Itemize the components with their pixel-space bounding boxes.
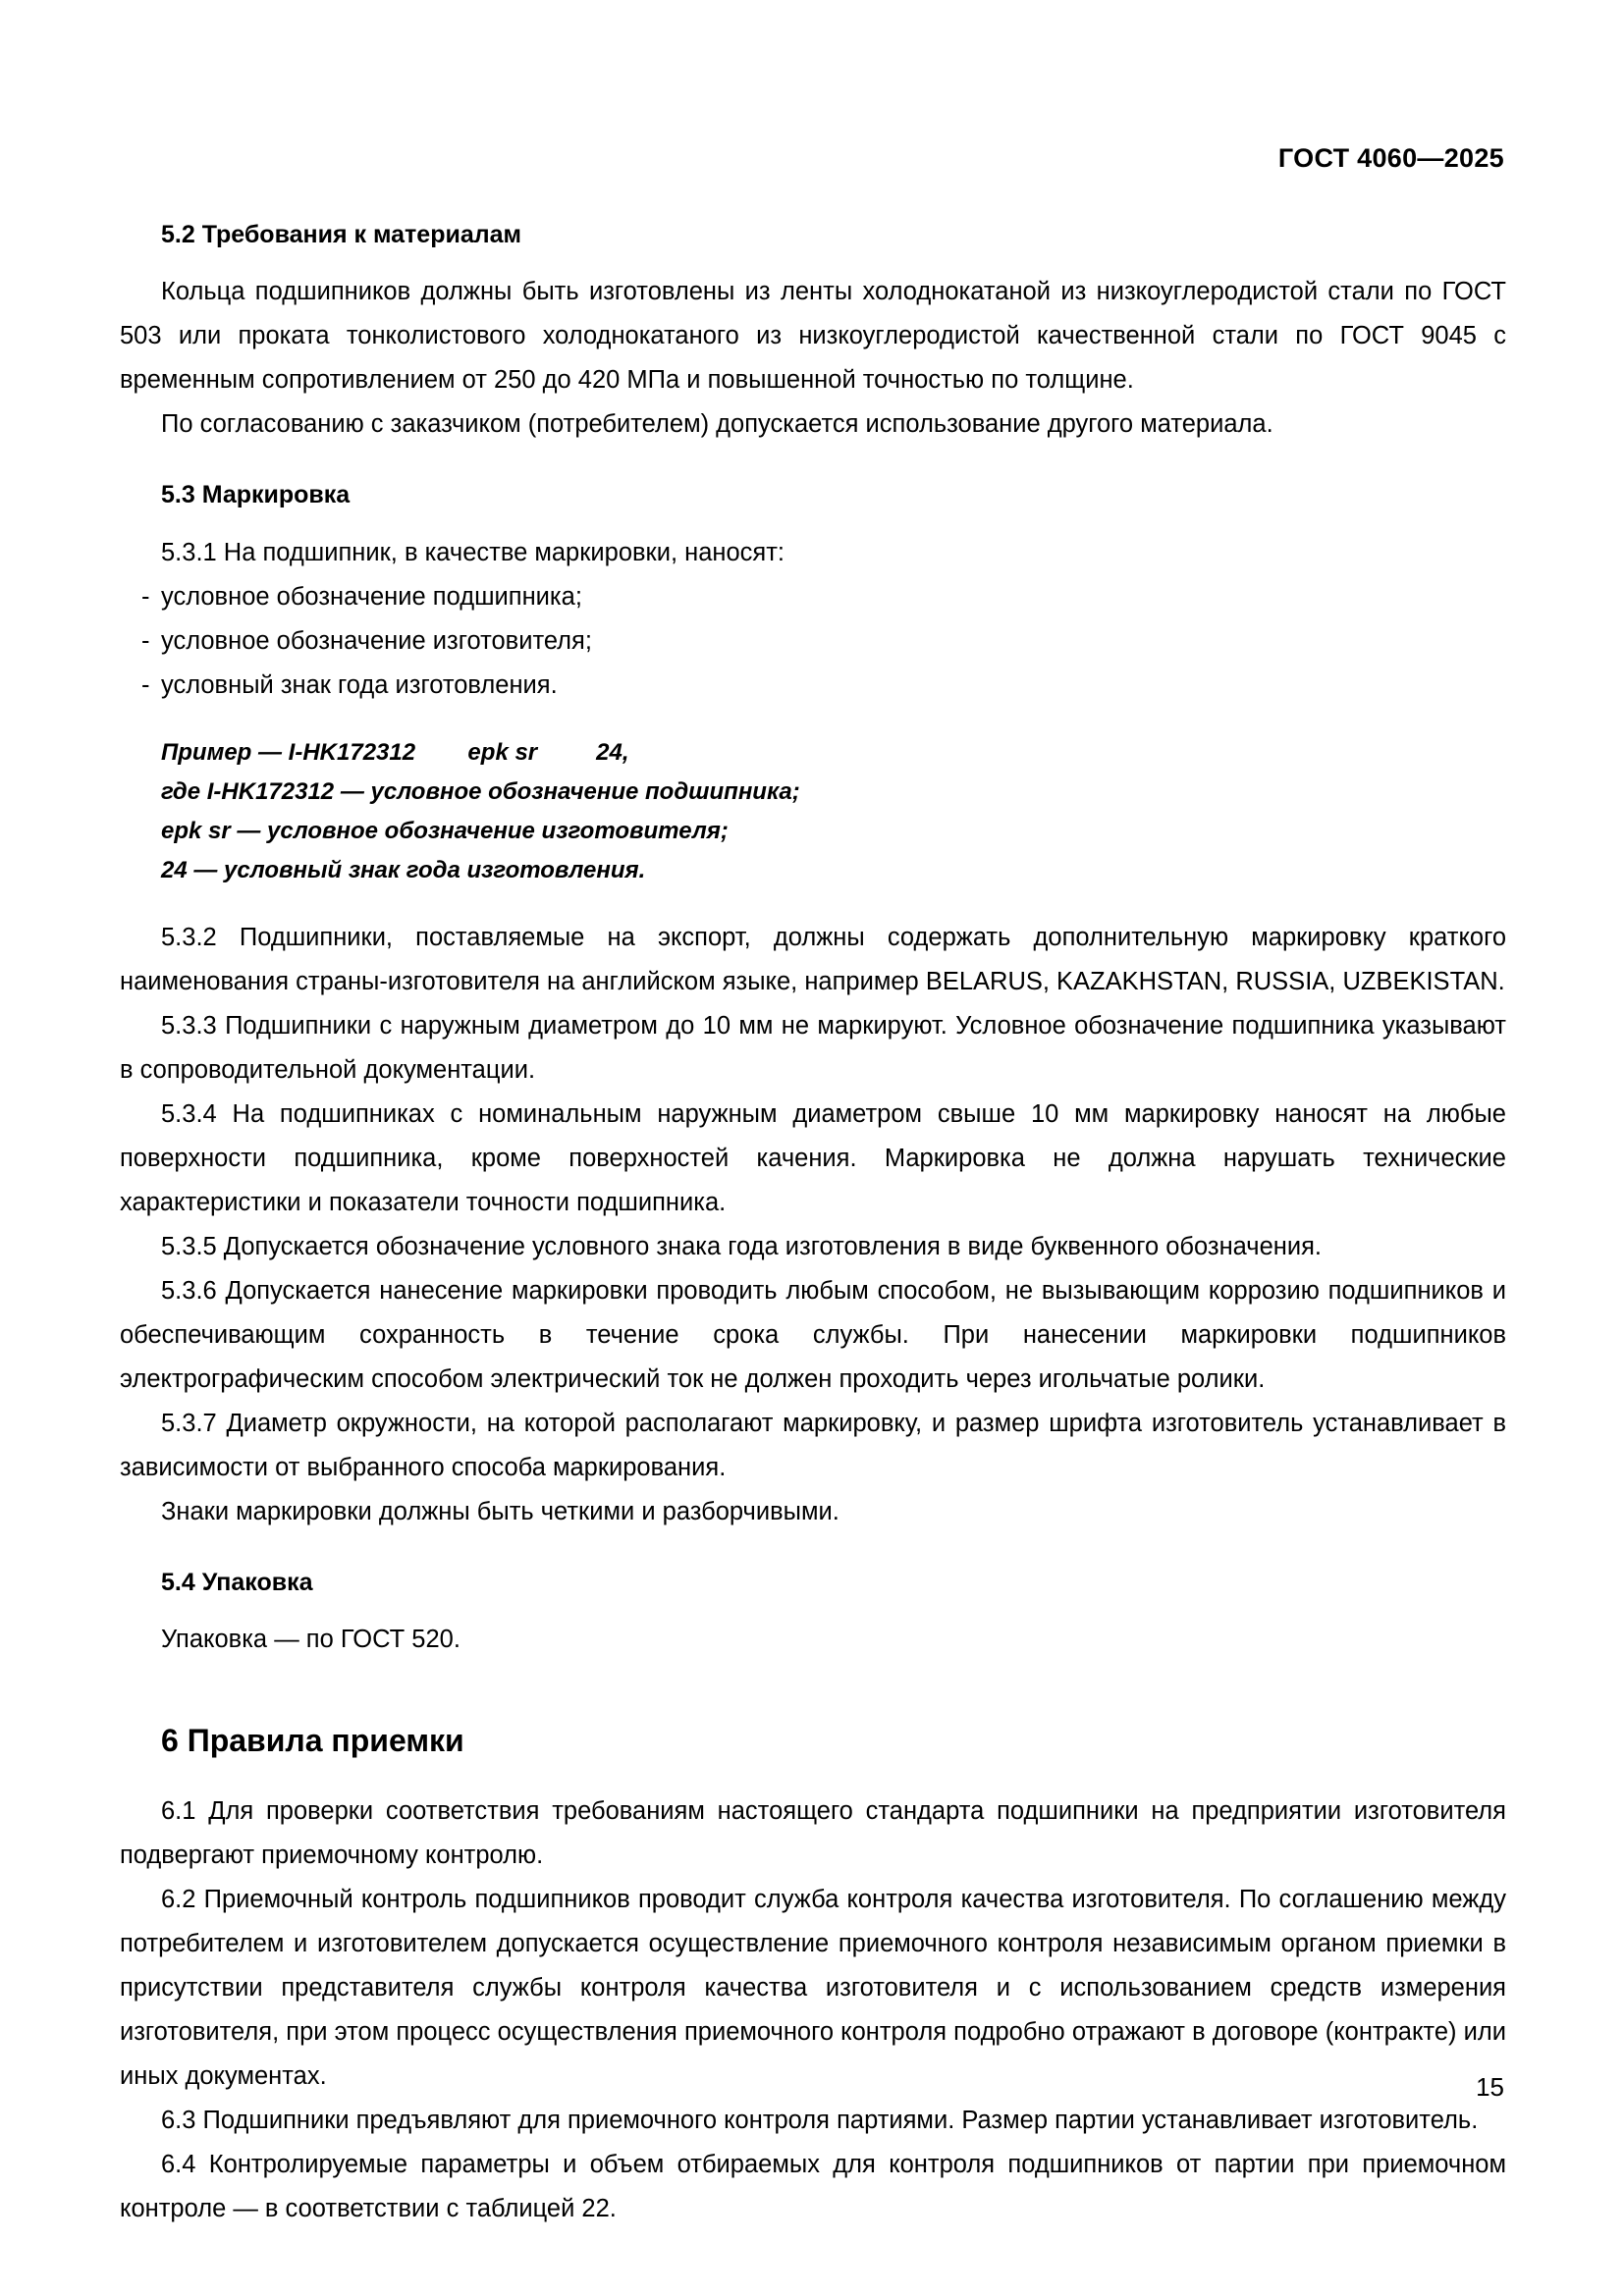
paragraph-5-3-8: Знаки маркировки должны быть четкими и разборчивыми. (161, 1497, 839, 1525)
running-header (1278, 145, 1504, 172)
heading-6: 6 Правила приемки (161, 1722, 464, 1758)
list-item (120, 619, 1506, 664)
paragraph-6-1: 6.1 Для проверки соответствия требованиям настоящего стандарта подшипники на предприятии изготовителя подвергают приемочному контролю. (120, 1796, 1506, 1869)
heading-5-3: 5.3 Маркировка (161, 481, 351, 509)
example-line: 24 — условный знак года изготовления. (161, 856, 646, 883)
paragraph-6-3: 6.3 Подшипники предъявляют для приемочного контроля партиями. Размер партии устанавливает изготовитель. (161, 2106, 1479, 2134)
paragraph-5-3-4: 5.3.4 На подшипниках с номинальным наружным диаметром свыше 10 мм маркировку наносят на любые поверхности подшипника, кроме поверхностей качения. Маркировка не должна нарушать технические характеристики и показатели точности подшипника. (120, 1099, 1506, 1216)
paragraph-6-2: 6.2 Приемочный контроль подшипников проводит служба контроля качества изготовителя. По соглашению между потребителем и изготовителем допускается осуществление приемочного контроля независимым органом приемки в присутствии представителя службы контроля качества изготовителя и с использованием средств измерения изготовителя, при этом процесс осуществления приемочного контроля подробно отражают в договоре (контракте) или иных документах. (120, 1885, 1506, 2090)
heading-5-4: 5.4 Упаковка (161, 1568, 313, 1596)
example-line: epk sr — условное обозначение изготовителя; (161, 817, 729, 844)
standard-designation: ГОСТ 4060—2025 (1277, 143, 1504, 173)
paragraph-5-2-2: По согласованию с заказчиком (потребителем) допускается использование другого материала. (161, 410, 1273, 439)
paragraph-5-2-1: Кольца подшипников должны быть изготовлены из ленты холоднокатаной из низкоуглеродистой стали по ГОСТ 503 или проката тонколистового холоднокатаного из низкоуглеродистой качественной стали по ГОСТ 9045 с временным сопротивлением от 250 до 420 МПа и повышенной точностью по толщине. (120, 278, 1506, 395)
list-item-label: условное обозначение подшипника; (161, 582, 582, 611)
paragraph-5-3-2: 5.3.2 Подшипники, поставляемые на экспорт, должны содержать дополнительную маркировку краткого наименования страны-изготовителя на английском языке, например BELARUS, KAZAKHSTAN, RUSSIA, UZBEKISTAN. (120, 923, 1506, 995)
paragraph-5-3-1: 5.3.1 На подшипник, в качестве маркировки, наносят: (161, 538, 785, 566)
dash-marker: - (141, 670, 150, 699)
paragraph-6-4: 6.4 Контролируемые параметры и объем отбираемых для контроля подшипников от партии при приемочном контроле — в соответствии с таблицей 22. (120, 2150, 1506, 2222)
page-number: 15 (1476, 2072, 1504, 2102)
example-line: Пример — I-HK172312 epk sr 24, (161, 738, 629, 766)
dash-marker: - (141, 582, 150, 611)
list-item-label: условное обозначение изготовителя; (161, 626, 592, 655)
paragraph-5-3-3: 5.3.3 Подшипники с наружным диаметром до 10 мм не маркируют. Условное обозначение подшипника указывают в сопроводительной документации. (120, 1011, 1506, 1084)
marking-list (120, 575, 1506, 708)
heading-5-2: 5.2 Требования к материалам (161, 221, 522, 248)
paragraph-5-3-7: 5.3.7 Диаметр окружности, на которой располагают маркировку, и размер шрифта изготовитель устанавливает в зависимости от выбранного способа маркирования. (120, 1409, 1506, 1481)
paragraph-5-3-6: 5.3.6 Допускается нанесение маркировки проводить любым способом, не вызывающим коррозию подшипников и обеспечивающим сохранность в течение срока службы. При нанесении маркировки подшипников электрографическим способом электрический ток не должен проходить через игольчатые ролики. (120, 1276, 1506, 1393)
paragraph-5-3-5: 5.3.5 Допускается обозначение условного знака года изготовления в виде буквенного обозначения. (161, 1232, 1322, 1260)
page-content (120, 220, 1506, 2231)
paragraph-5-4-1: Упаковка — по ГОСТ 520. (161, 1625, 460, 1653)
list-item-label: условный знак года изготовления. (161, 670, 558, 699)
dash-marker: - (141, 626, 150, 655)
list-item (120, 664, 1506, 708)
example-line: где I-HK172312 — условное обозначение подшипника; (161, 777, 800, 805)
list-item (120, 575, 1506, 619)
marking-example-block (120, 733, 1506, 890)
